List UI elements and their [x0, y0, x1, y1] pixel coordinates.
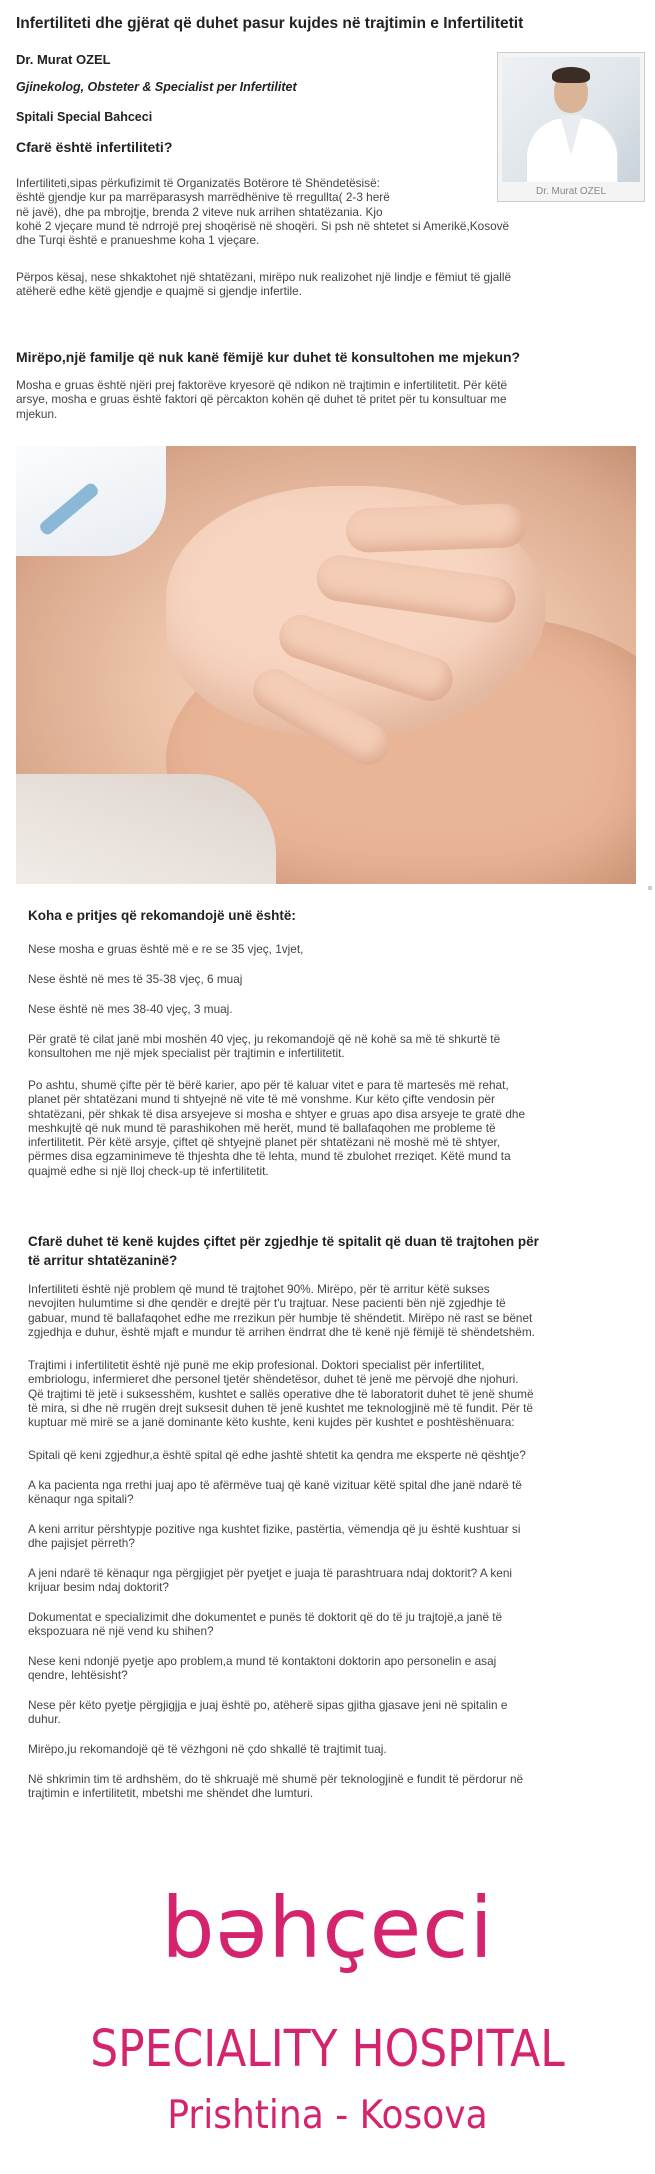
hospital-logo-location: Prishtina - Kosova	[167, 2092, 488, 2138]
text-line: meshkujtë që nuk mund të parashikohen më herët, mund të ballafaqohen me probleme të	[28, 1120, 496, 1135]
section4-paragraph-2	[28, 1358, 534, 1429]
section-heading-what-is-infertility: Cfarë është infertiliteti?	[16, 139, 173, 155]
section-heading-hospital-choice	[28, 1232, 539, 1270]
text-line: dhe Turqi është e pranueshme koha 1 vjeçare.	[16, 233, 260, 248]
text-line: planet për shtatëzani mund ti shtyejnë në vite të më vonshme. Kur këto çifte vendosin për	[28, 1092, 495, 1107]
text-line: Trajtimi i infertilitetit është një punë me ekip profesional. Doktori specialist për infertilitet,	[28, 1358, 485, 1372]
text-line: atëherë edhe këtë gjendje e quajmë si gjendje infertile.	[16, 284, 302, 299]
section1-paragraph-2	[16, 270, 511, 299]
text-line: Cfarë duhet të kenë kujdes çiftet për zgjedhje të spitalit që duan të trajtohen për	[28, 1234, 539, 1249]
question-5	[28, 1610, 502, 1639]
hospital-logo-subtitle: SPECIALITY HOSPITAL	[90, 2020, 565, 2079]
text-line: Dokumentat e specializimit dhe dokumentet e punës të doktorit që do të ju trajtojë,a janë të	[28, 1610, 503, 1624]
text-line: Spitali që keni zgjedhur,a është spital që edhe jashtë shtetit ka qendra me eksperte në qështje?	[28, 1448, 526, 1462]
text-line: Infertiliteti,sipas përkufizimit të Organizatës Botërore të Shëndetësisë:	[16, 176, 380, 190]
hospital-logo-wordmark: bəhçeci	[161, 1879, 494, 1977]
author-name: Dr. Murat OZEL	[16, 52, 111, 67]
question-2	[28, 1478, 522, 1507]
text-line: në javë), dhe pa mbrojtje, brenda 2 viteve nuk arrihen shtatëzania. Kjo	[16, 204, 383, 219]
scroll-marker	[648, 886, 652, 890]
author-role: Gjinekolog, Obsteter & Specialist per Infertilitet	[16, 80, 297, 94]
text-line: shtatëzani, për shkak të disa arsyejeve si mosha e shtyer e gruas apo disa arsyeje te gratë dhe	[28, 1106, 526, 1121]
text-line: përmes disa egzaminimeve të thjeshta dhe të lehta, mund të zbulohet rreziqet. Këtë mund ta	[28, 1149, 511, 1164]
author-hospital: Spitali Special Bahceci	[16, 110, 153, 124]
question-6	[28, 1654, 496, 1683]
section3-paragraph-1	[28, 1032, 500, 1061]
question-7	[28, 1698, 507, 1727]
text-line: Përpos kësaj, nese shkaktohet një shtatëzani, mirëpo nuk realizohet një lindje e fëmiut të gjallë	[16, 270, 512, 284]
text-line: të mira, si dhe në rrugën drejt suksesit duhen të jenë kushtet me teknologjinë më të fundit. Për të	[28, 1400, 533, 1415]
section1-paragraph-1	[16, 176, 509, 247]
question-1	[28, 1448, 526, 1462]
text-line: qendre, lehtësisht?	[28, 1668, 128, 1683]
text-line: duhur.	[28, 1712, 61, 1727]
text-line: ekspozuara në një vend ku shihen?	[28, 1624, 214, 1639]
text-line: Infertiliteti është një problem që mund të trajtohet 90%. Mirëpo, për të arritur këtë sukses	[28, 1282, 490, 1296]
text-line: Që trajtimi të jetë i suksesshëm, kushtet e sallës operative dhe të laboratorit duhet të jenë shumë	[28, 1386, 534, 1401]
waiting-item-2: Nese është në mes të 35-38 vjeç, 6 muaj	[28, 972, 243, 986]
photo-caption: Dr. Murat OZEL	[535, 186, 606, 197]
text-line: arsye, mosha e gruas është faktori që përcakton kohën që duhet të pritet për tu konsultuar me	[16, 392, 507, 407]
author-photo	[502, 57, 640, 182]
text-line: mjekun.	[16, 406, 58, 421]
text-line: Për gratë të cilat janë mbi moshën 40 vjeç, ju rekomandojë që në kohë sa më të shkurtë të	[28, 1032, 501, 1046]
text-line: Mosha e gruas është njëri prej faktorëve kryesorë që ndikon në trajtimin e infertilitetit. Për këtë	[16, 378, 508, 392]
article-title: Infertiliteti dhe gjërat që duhet pasur kujdes në trajtimin e Infertilitetit	[16, 15, 524, 32]
section3-paragraph-2	[28, 1078, 525, 1178]
text-line: A keni arritur përshtypje pozitive nga kushtet fizike, pastërtia, vëmendja që ju është kushtuar si	[28, 1522, 521, 1536]
text-line: të arritur shtatëzaninë?	[28, 1253, 178, 1268]
waiting-item-3: Nese është në mes 38-40 vjeç, 3 muaj.	[28, 1002, 233, 1016]
text-line: kohë 2 vjeçare mund të ndrrojë prej shoqërisë në shoqëri. Si psh në shtetet si Amerikë,Kosovë	[16, 218, 510, 233]
section4-paragraph-4	[28, 1772, 523, 1801]
baby-hand-photo	[16, 446, 636, 884]
text-line: embriologu, infermieret dhe personel tjetër shëndetësor, duhet të jenë me përvojë dhe njohuri.	[28, 1372, 519, 1387]
section-heading-waiting-time: Koha e pritjes që rekomandojë unë është:	[28, 908, 296, 923]
question-3	[28, 1522, 520, 1551]
text-line: quajmë edhe si një lloj check-up të infertilitetit.	[28, 1163, 269, 1178]
text-line: konsultohen me një mjek specialist për trajtimin e infertilitetit.	[28, 1046, 345, 1061]
text-line: Po ashtu, shumë çifte për të bërë karier, apo për të kaluar vitet e para të martesës më rehat,	[28, 1078, 509, 1092]
text-line: zgjedhja e duhur, është mjaft e mundur të arrihen ëndrrat dhe të kenë një fëmijë të shëndetshëm.	[28, 1324, 535, 1339]
text-line: krijuar besim ndaj doktorit?	[28, 1580, 169, 1595]
text-line: trajtimin e infertilitetit, mbetshi me shëndet dhe lumturi.	[28, 1786, 314, 1801]
text-line: Nese keni ndonjë pyetje apo problem,a mund të kontaktoni doktorin apo personelin e asaj	[28, 1654, 497, 1668]
text-line: dhe pajisjet përreth?	[28, 1536, 135, 1551]
author-photo-frame	[497, 52, 645, 202]
text-line: Mirëpo,ju rekomandojë që të vëzhgoni në çdo shkallë të trajtimit tuaj.	[28, 1742, 387, 1756]
section2-paragraph-1	[16, 378, 507, 421]
text-line: nevojiten hulumtime si dhe qendër e drejtë për t'u trajtuar. Nese pacienti bën një zgjedhje të	[28, 1296, 506, 1311]
text-line: Nese për këto pyetje përgjigjja e juaj është po, atëherë sipas gjitha gjasave jeni në spitalin e	[28, 1698, 508, 1712]
text-line: gabuar, mund të ballafaqohet edhe me rrezikun për humbje të shëndetit. Mirëpo në rast se bënet	[28, 1310, 533, 1325]
section4-paragraph-3	[28, 1742, 387, 1756]
text-line: A ka pacienta nga rrethi juaj apo të afërmëve tuaj që kanë vizituar këtë spital dhe janë ndarë të	[28, 1478, 522, 1492]
text-line: infertilitetit. Për këtë arsyje, çiftet që shtyejnë planet për shtatëzani në moshë më të shtyer,	[28, 1135, 501, 1150]
text-line: kuptuar më mirë se a janë dominante këto kushte, keni kujdes për kushtet e poshtëshënuara:	[28, 1415, 515, 1430]
text-line: A jeni ndarë të kënaqur nga përgjigjet për pyetjet e juaja të parashtruara ndaj doktorit? A keni	[28, 1566, 512, 1580]
waiting-item-1: Nese mosha e gruas është më e re se 35 vjeç, 1vjet,	[28, 942, 304, 956]
question-4	[28, 1566, 512, 1595]
section4-paragraph-1	[28, 1282, 535, 1339]
text-line: Në shkrimin tim të ardhshëm, do të shkruajë më shumë për teknologjinë e fundit të përdorur në	[28, 1772, 524, 1786]
text-line: kënaqur nga spitali?	[28, 1492, 134, 1507]
text-line: është gjendje kur pa marrëparasysh marrëdhënive të rregullta( 2-3 herë	[16, 190, 390, 205]
section-heading-when-to-consult: Mirëpo,një familje që nuk kanë fëmijë kur duhet të konsultohen me mjekun?	[16, 349, 521, 365]
